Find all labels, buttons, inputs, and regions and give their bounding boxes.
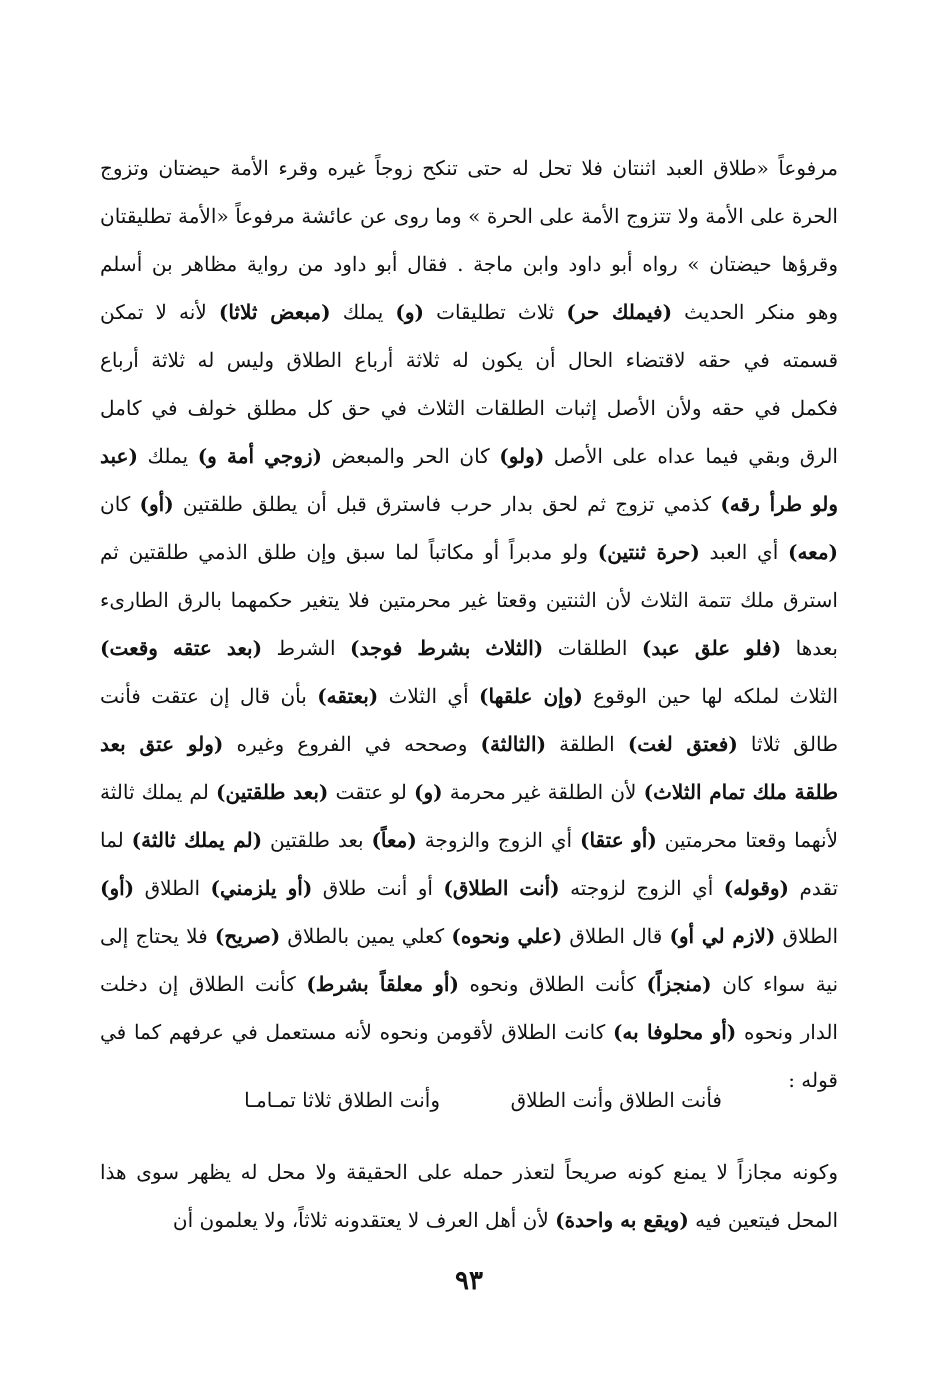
- text-line: [100, 816, 838, 864]
- commentary-segment: كان: [100, 492, 140, 516]
- commentary-segment: الثلاث لملكه لها حين الوقوع: [582, 684, 838, 708]
- text-line: [100, 480, 838, 528]
- text-line: [100, 768, 838, 816]
- commentary-segment: لأن أهل العرف لا يعتقدونه ثلاثاً، ولا يعلمون أن: [172, 1208, 556, 1232]
- bold-matn-segment: (و): [395, 300, 425, 324]
- bold-matn-segment: (أنت الطلاق): [443, 876, 560, 900]
- text-line: [100, 432, 838, 480]
- bold-matn-segment: (معاً): [371, 828, 417, 852]
- commentary-segment: الطلاق: [134, 876, 211, 900]
- text-line: [100, 1148, 838, 1196]
- text-line: [100, 720, 838, 768]
- bold-matn-segment: (وإن علقها): [479, 684, 583, 708]
- poetry-verse: [0, 1076, 938, 1124]
- text-line: [100, 864, 838, 912]
- bold-matn-segment: (فيملك حر): [566, 300, 673, 324]
- commentary-segment: لأنه لا تمكن: [100, 300, 219, 324]
- text-line: [100, 336, 838, 384]
- bold-matn-segment: طلقة ملك تمام الثلاث): [643, 780, 838, 804]
- bold-matn-segment: (الثلاث بشرط فوجد): [350, 636, 544, 660]
- commentary-segment: وكونه مجازاً لا يمنع كونه صريحاً لتعذر حمله على الحقيقة ولا محل له يظهر سوى هذا: [100, 1160, 838, 1184]
- bold-matn-segment: (أو معلقاً بشرط): [306, 972, 459, 996]
- commentary-segment: فكمل في حقه ولأن الأصل إثبات الطلقات الثلاث في حق كل مطلق خولف في كامل: [100, 396, 838, 420]
- commentary-segment: وصححه في الفروع وغيره: [223, 732, 481, 756]
- commentary-segment: قال الطلاق: [562, 924, 670, 948]
- text-line: [100, 144, 838, 192]
- commentary-segment: كأنت الطلاق إن دخلت: [100, 972, 307, 996]
- commentary-segment: ولو مدبراً أو مكاتباً لما سبق وإن طلق الذمي طلقتين ثم: [100, 540, 598, 564]
- commentary-segment: الطلقات: [543, 636, 642, 660]
- commentary-segment: الشرط: [262, 636, 351, 660]
- text-line: [100, 960, 838, 1008]
- text-line: [100, 528, 838, 576]
- bold-matn-segment: (زوجي أمة و): [197, 444, 322, 468]
- paragraph-main: [100, 144, 838, 1104]
- commentary-segment: أي الزوج لزوجته: [559, 876, 724, 900]
- verse-hemistich-second: وأنت الطلاق ثلاثا تمـامـا: [244, 1088, 440, 1112]
- text-line: [100, 912, 838, 960]
- text-line: [100, 1008, 838, 1056]
- commentary-segment: استرق ملك تتمة الثلاث لأن الثنتين وقعتا غير محرمتين فلا يتغير حكمهما بالرق الطارىء: [100, 588, 838, 612]
- text-line: [100, 240, 838, 288]
- commentary-segment: أي العبد: [699, 540, 788, 564]
- bold-matn-segment: (أو): [139, 492, 174, 516]
- bold-matn-segment: (الثالثة): [480, 732, 547, 756]
- text-line: [100, 192, 838, 240]
- commentary-segment: ثلاث تطليقات: [424, 300, 567, 324]
- paragraph-continuation: [100, 1148, 838, 1244]
- commentary-segment: تقدم: [789, 876, 838, 900]
- bold-matn-segment: (وقوله): [723, 876, 790, 900]
- bold-matn-segment: (و): [413, 780, 443, 804]
- text-line: [100, 672, 838, 720]
- bold-matn-segment: (عبد: [100, 444, 138, 468]
- commentary-segment: لما: [100, 828, 132, 852]
- commentary-segment: نية سواء كان: [711, 972, 838, 996]
- commentary-segment: قسمته في حقه لاقتضاء الحال أن يكون له ثلاثة أرباع الطلاق وليس له ثلاثة أرباع: [100, 348, 838, 372]
- commentary-segment: كذمي تزوج ثم لحق بدار حرب فاسترق قبل أن يطلق طلقتين: [173, 492, 721, 516]
- bold-matn-segment: (ويقع به واحدة): [555, 1208, 689, 1232]
- commentary-segment: الرق وبقي فيما عداه على الأصل: [544, 444, 838, 468]
- bold-matn-segment: (ولو): [499, 444, 545, 468]
- bold-matn-segment: ولو طرأ رقه): [720, 492, 838, 516]
- commentary-segment: مرفوعاً «طلاق العبد اثنتان فلا تحل له حتى تنكح زوجاً غيره وقرء الأمة حيضتان وتزوج: [100, 156, 838, 180]
- commentary-segment: لأنهما وقعتا محرمتين: [656, 828, 838, 852]
- commentary-segment: المحل فيتعين فيه: [688, 1208, 838, 1232]
- commentary-segment: كأنت الطلاق ونحوه: [458, 972, 647, 996]
- bold-matn-segment: (أو عتقا): [579, 828, 657, 852]
- commentary-segment: لم يملك ثالثة: [100, 780, 216, 804]
- commentary-segment: لو عتقت: [328, 780, 414, 804]
- bold-matn-segment: (أو): [100, 876, 135, 900]
- bold-matn-segment: (معه): [787, 540, 838, 564]
- commentary-segment: كانت الطلاق لأقومن ونحوه لأنه مستعمل في عرفهم كما في: [100, 1020, 613, 1044]
- bold-matn-segment: (بعتقه): [317, 684, 379, 708]
- commentary-segment: أو أنت طلاق: [312, 876, 444, 900]
- verse-hemistich-first: فأنت الطلاق وأنت الطلاق: [510, 1088, 722, 1112]
- commentary-segment: كعلي يمين بالطلاق: [280, 924, 452, 948]
- text-line: [100, 384, 838, 432]
- commentary-segment: الحرة على الأمة ولا تتزوج الأمة على الحرة » وما روى عن عائشة مرفوعاً «الأمة تطليقتان: [100, 204, 838, 228]
- commentary-segment: قوله :: [788, 1068, 838, 1092]
- commentary-segment: الدار ونحوه: [736, 1020, 838, 1044]
- bold-matn-segment: (بعد طلقتين): [216, 780, 329, 804]
- bold-matn-segment: (أو يلزمني): [210, 876, 313, 900]
- bold-matn-segment: (لازم لي أو): [669, 924, 776, 948]
- bold-matn-segment: (حرة ثنتين): [597, 540, 700, 564]
- commentary-segment: طالق ثلاثا: [737, 732, 838, 756]
- bold-matn-segment: (أو محلوفا به): [612, 1020, 737, 1044]
- commentary-segment: لأن الطلقة غير محرمة: [442, 780, 644, 804]
- text-line: [100, 624, 838, 672]
- commentary-segment: بأن قال إن عتقت فأنت: [100, 684, 318, 708]
- bold-matn-segment: (فعتق لغت): [627, 732, 738, 756]
- text-line: [100, 576, 838, 624]
- commentary-segment: الطلاق: [775, 924, 838, 948]
- page-number: ٩٣: [455, 1266, 483, 1296]
- commentary-segment: أي الثلاث: [378, 684, 480, 708]
- commentary-segment: يملك: [137, 444, 198, 468]
- bold-matn-segment: (ولو عتق بعد: [100, 732, 224, 756]
- text-line: [100, 288, 838, 336]
- commentary-segment: بعدها: [781, 636, 838, 660]
- text-line: [100, 1196, 838, 1244]
- bold-matn-segment: (لم يملك ثالثة): [131, 828, 263, 852]
- commentary-segment: فلا يحتاج إلى: [100, 924, 215, 948]
- bold-matn-segment: (فلو علق عبد): [641, 636, 782, 660]
- commentary-segment: يملك: [330, 300, 396, 324]
- commentary-segment: بعد طلقتين: [262, 828, 372, 852]
- commentary-segment: وقرؤها حيضتان » رواه أبو داود وابن ماجة . فقال أبو داود من رواية مظاهر بن أسلم: [100, 252, 838, 276]
- bold-matn-segment: (منجزاً): [646, 972, 712, 996]
- bold-matn-segment: (علي ونحوه): [451, 924, 563, 948]
- bold-matn-segment: (صريح): [214, 924, 281, 948]
- commentary-segment: وهو منكر الحديث: [672, 300, 838, 324]
- commentary-segment: الطلقة: [546, 732, 628, 756]
- commentary-segment: أي الزوج والزوجة: [416, 828, 580, 852]
- commentary-segment: كان الحر والمبعض: [322, 444, 500, 468]
- bold-matn-segment: (بعد عتقه وقعت): [100, 636, 263, 660]
- bold-matn-segment: (مبعض ثلاثا): [218, 300, 331, 324]
